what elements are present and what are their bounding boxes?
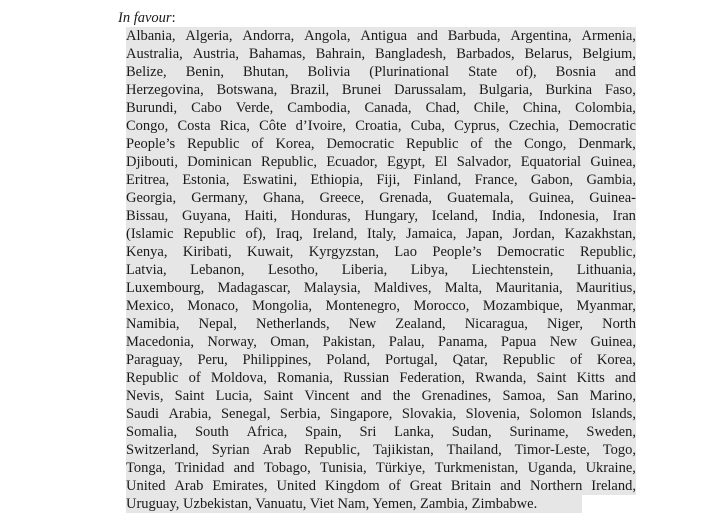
- text-line: Tonga, Trinidad and Tobago, Tunisia, Türkiye, Turkmenistan, Uganda, Ukraine,: [126, 460, 636, 476]
- text-line: Switzerland, Syrian Arab Republic, Tajikistan, Thailand, Timor-Leste, Togo,: [126, 442, 636, 458]
- text-line: Albania, Algeria, Andorra, Angola, Antigua and Barbuda, Argentina, Armenia,: [126, 28, 636, 44]
- vote-heading: [118, 9, 176, 27]
- in-favour-label: In favour: [118, 10, 172, 26]
- text-line: Luxembourg, Madagascar, Malaysia, Maldives, Malta, Mauritania, Mauritius,: [126, 280, 636, 296]
- text-line: Republic of Moldova, Romania, Russian Federation, Rwanda, Saint Kitts and: [126, 370, 636, 386]
- text-line: Somalia, South Africa, Spain, Sri Lanka, Sudan, Suriname, Sweden,: [126, 424, 636, 440]
- label-colon: :: [171, 10, 176, 26]
- text-line: Djibouti, Dominican Republic, Ecuador, Egypt, El Salvador, Equatorial Guinea,: [126, 154, 636, 170]
- text-line: Macedonia, Norway, Oman, Pakistan, Palau, Panama, Papua New Guinea,: [126, 334, 636, 350]
- text-line: Saudi Arabia, Senegal, Serbia, Singapore, Slovakia, Slovenia, Solomon Islands,: [126, 406, 636, 422]
- text-line: Eritrea, Estonia, Eswatini, Ethiopia, Fiji, Finland, France, Gabon, Gambia,: [126, 172, 636, 188]
- text-line: People’s Republic of Korea, Democratic Republic of the Congo, Denmark,: [126, 136, 636, 152]
- text-line: Latvia, Lebanon, Lesotho, Liberia, Libya, Liechtenstein, Lithuania,: [126, 262, 636, 278]
- text-line: Congo, Costa Rica, Côte d’Ivoire, Croatia, Cuba, Cyprus, Czechia, Democratic: [126, 118, 636, 134]
- text-line: Nevis, Saint Lucia, Saint Vincent and the Grenadines, Samoa, San Marino,: [126, 388, 636, 404]
- text-line: Belize, Benin, Bhutan, Bolivia (Plurinational State of), Bosnia and: [126, 64, 636, 80]
- text-line: Georgia, Germany, Ghana, Greece, Grenada, Guatemala, Guinea, Guinea-: [126, 190, 636, 206]
- text-line: Paraguay, Peru, Philippines, Poland, Portugal, Qatar, Republic of Korea,: [126, 352, 636, 368]
- text-line: (Islamic Republic of), Iraq, Ireland, Italy, Jamaica, Japan, Jordan, Kazakhstan,: [126, 226, 636, 242]
- text-line: Bissau, Guyana, Haiti, Honduras, Hungary, Iceland, India, Indonesia, Iran: [126, 208, 636, 224]
- text-line: Australia, Austria, Bahamas, Bahrain, Bangladesh, Barbados, Belarus, Belgium,: [126, 46, 636, 62]
- text-line: Kenya, Kiribati, Kuwait, Kyrgyzstan, Lao People’s Democratic Republic,: [126, 244, 636, 260]
- text-line: Uruguay, Uzbekistan, Vanuatu, Viet Nam, Yemen, Zambia, Zimbabwe.: [126, 495, 582, 513]
- country-list-paragraph: [126, 27, 636, 513]
- text-line: Mexico, Monaco, Mongolia, Montenegro, Morocco, Mozambique, Myanmar,: [126, 298, 636, 314]
- text-line: Burundi, Cabo Verde, Cambodia, Canada, Chad, Chile, China, Colombia,: [126, 100, 636, 116]
- text-line: United Arab Emirates, United Kingdom of Great Britain and Northern Ireland,: [126, 478, 636, 494]
- text-line: Namibia, Nepal, Netherlands, New Zealand, Nicaragua, Niger, North: [126, 316, 636, 332]
- text-line: Herzegovina, Botswana, Brazil, Brunei Darussalam, Bulgaria, Burkina Faso,: [126, 82, 636, 98]
